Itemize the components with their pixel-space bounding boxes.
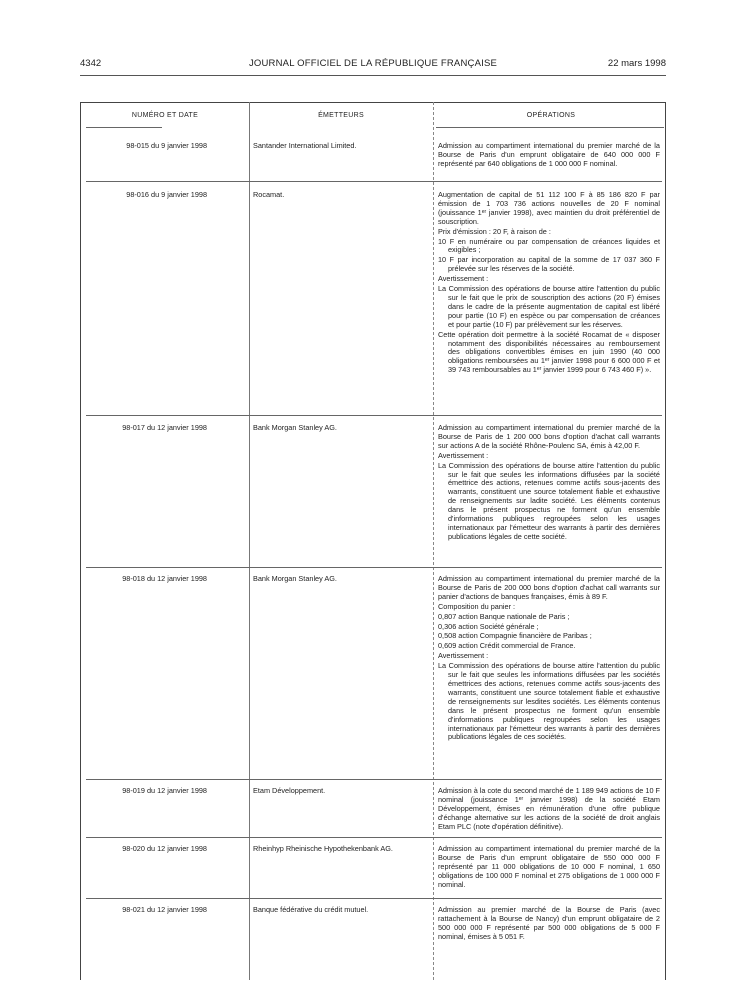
row-separator (86, 415, 662, 416)
operation-text: 10 F par incorporation au capital de la somme de 17 037 360 F prélevée sur les réserves de la société. (438, 255, 660, 274)
row-number-date: 98-017 du 12 janvier 1998 (122, 423, 207, 432)
row-issuer: Etam Développement. (253, 786, 326, 795)
operation-text: 0,508 action Compagnie financière de Paribas ; (438, 631, 592, 641)
operation-text: 0,807 action Banque nationale de Paris ; (438, 611, 570, 621)
row-issuer: Banque fédérative du crédit mutuel. (253, 905, 369, 914)
header-rule (80, 75, 666, 76)
header-underline (436, 127, 664, 128)
operation-text: Admission au compartiment international du premier marché de la Bourse de Paris d'un emprunt obligataire de 550 000 000 F représenté par 11 000 obligations de 10 000 F nominal, 1 650 obligations de 100 000 F nominal et 275 obligations de 1 000 000 F nominal. (438, 844, 660, 889)
operation-text: 10 F en numéraire ou par compensation de créances liquides et exigibles ; (438, 236, 660, 255)
row-issuer: Rocamat. (253, 190, 285, 199)
row-number-date: 98-016 du 9 janvier 1998 (126, 190, 207, 199)
row-number-date: 98-018 du 12 janvier 1998 (122, 574, 207, 583)
row-number-date: 98-019 du 12 janvier 1998 (122, 786, 207, 795)
row-issuer: Bank Morgan Stanley AG. (253, 423, 337, 432)
column-divider (433, 102, 434, 980)
row-separator (86, 181, 662, 182)
row-number-date: 98-015 du 9 janvier 1998 (126, 141, 207, 150)
column-divider (249, 102, 250, 980)
row-separator (86, 898, 662, 899)
row-separator (86, 567, 662, 568)
row-operations (438, 906, 660, 942)
row-operations (438, 787, 660, 832)
row-operations (438, 142, 660, 169)
operation-text: Admission au compartiment international du premier marché de la Bourse de Paris de 1 200 000 bons d'option d'achat call warrants sur actions A de la société Rhône-Poulenc SA, émis à 42,00 F. (438, 423, 660, 450)
row-operations (438, 191, 660, 375)
operation-text: Composition du panier : (438, 601, 516, 611)
header-underline (86, 127, 162, 128)
row-issuer: Rheinhyp Rheinische Hypothekenbank AG. (253, 844, 393, 853)
operation-text: Cette opération doit permettre à la société Rocamat de « disposer notamment des disponibilités nécessaires au remboursement des obligations convertibles émises en juin 1990 (40 000 obligations remboursées au 1er janvier 1998 pour 6 600 000 F et 39 743 remboursables au 1er janvier 1999 pour 6 743 460 F) ». (438, 329, 660, 375)
operation-text: La Commission des opérations de bourse attire l'attention du public sur le fait que le prix de souscription des actions (20 F) émises dans le cadre de la présente augmentation de capital est libéré pour partie (10 F) en espèce ou par compensation de créances et pour partie (10 F) par prélèvement sur les réserves. (438, 284, 660, 329)
row-operations (438, 575, 660, 742)
journal-title: JOURNAL OFFICIEL DE LA RÉPUBLIQUE FRANÇAISE (248, 58, 498, 69)
row-number-date: 98-020 du 12 janvier 1998 (122, 844, 207, 853)
page-number: 4342 (80, 58, 102, 69)
operation-text: 0,609 action Crédit commercial de France. (438, 641, 576, 651)
column-header-issuers: ÉMETTEURS (318, 112, 364, 119)
operation-text: Avertissement : (438, 450, 489, 460)
operation-text: Avertissement : (438, 651, 489, 661)
operation-text: La Commission des opérations de bourse attire l'attention du public sur le fait que seules les informations diffusées par les sociétés émettrices des actions, retenues comme actifs sous-jacents des warrants, constituent une source totalement fiable et exhaustive de renseignements sur lesdites sociétés. Les éléments contenus dans le présent prospectus ne forment qu'un ensemble d'informations publiques regroupées selon les usages internationaux par l'émetteur des warrants à partir des dernières publications légales de ces sociétés. (438, 661, 660, 742)
column-header-number-date: NUMÉRO ET DATE (131, 112, 199, 119)
operation-text: Admission au premier marché de la Bourse de Paris (avec rattachement à la Bourse de Nancy) d'un emprunt obligataire de 2 500 000 000 F représenté par 500 000 obligations de 5 000 F nominal, émises à 5 051 F. (438, 905, 660, 941)
operation-text: Augmentation de capital de 51 112 100 F à 85 186 820 F par émission de 1 703 736 actions nouvelles de 20 F nominal (jouissance 1er janvier 1998), avec maintien du droit préférentiel de souscription. (438, 190, 660, 226)
page-header (80, 58, 666, 72)
operation-text: Admission à la cote du second marché de 1 189 949 actions de 10 F nominal (jouissance 1er janvier 1998) de la société Etam Développement, émises en rémunération d'une offre publique d'échange alternative sur les actions de la société de droit anglais Etam PLC (note d'opération définitive). (438, 786, 660, 831)
operation-text: Admission au compartiment international du premier marché de la Bourse de Paris de 200 000 bons d'option d'achat call warrants sur panier d'actions de banques françaises, émis à 89 F. (438, 574, 660, 601)
operation-text: Avertissement : (438, 274, 489, 284)
row-operations (438, 845, 660, 890)
issue-date: 22 mars 1998 (607, 58, 666, 69)
row-issuer: Bank Morgan Stanley AG. (253, 574, 337, 583)
operation-text: La Commission des opérations de bourse attire l'attention du public sur le fait que seules les informations diffusées par la société émettrice des actions, retenues comme actifs sous-jacents des warrants, constituent une source totalement fiable et exhaustive de renseignements sur ladite société. Les éléments contenus dans le présent prospectus ne forment qu'un ensemble d'informations publiques regroupées selon les usages internationaux par l'émetteur des warrants à partir des dernières publications légales de cette société. (438, 460, 660, 541)
operation-text: Prix d'émission : 20 F, à raison de : (438, 226, 551, 236)
row-number-date: 98-021 du 12 janvier 1998 (122, 905, 207, 914)
operation-text: Admission au compartiment international du premier marché de la Bourse de Paris d'un emprunt obligataire de 640 000 000 F représenté par 640 obligations de 1 000 000 F nominal. (438, 141, 660, 168)
row-separator (86, 837, 662, 838)
row-operations (438, 424, 660, 542)
operation-text: 0,306 action Société générale ; (438, 621, 539, 631)
row-issuer: Santander International Limited. (253, 141, 357, 150)
column-header-operations: OPÉRATIONS (526, 112, 576, 119)
row-separator (86, 779, 662, 780)
